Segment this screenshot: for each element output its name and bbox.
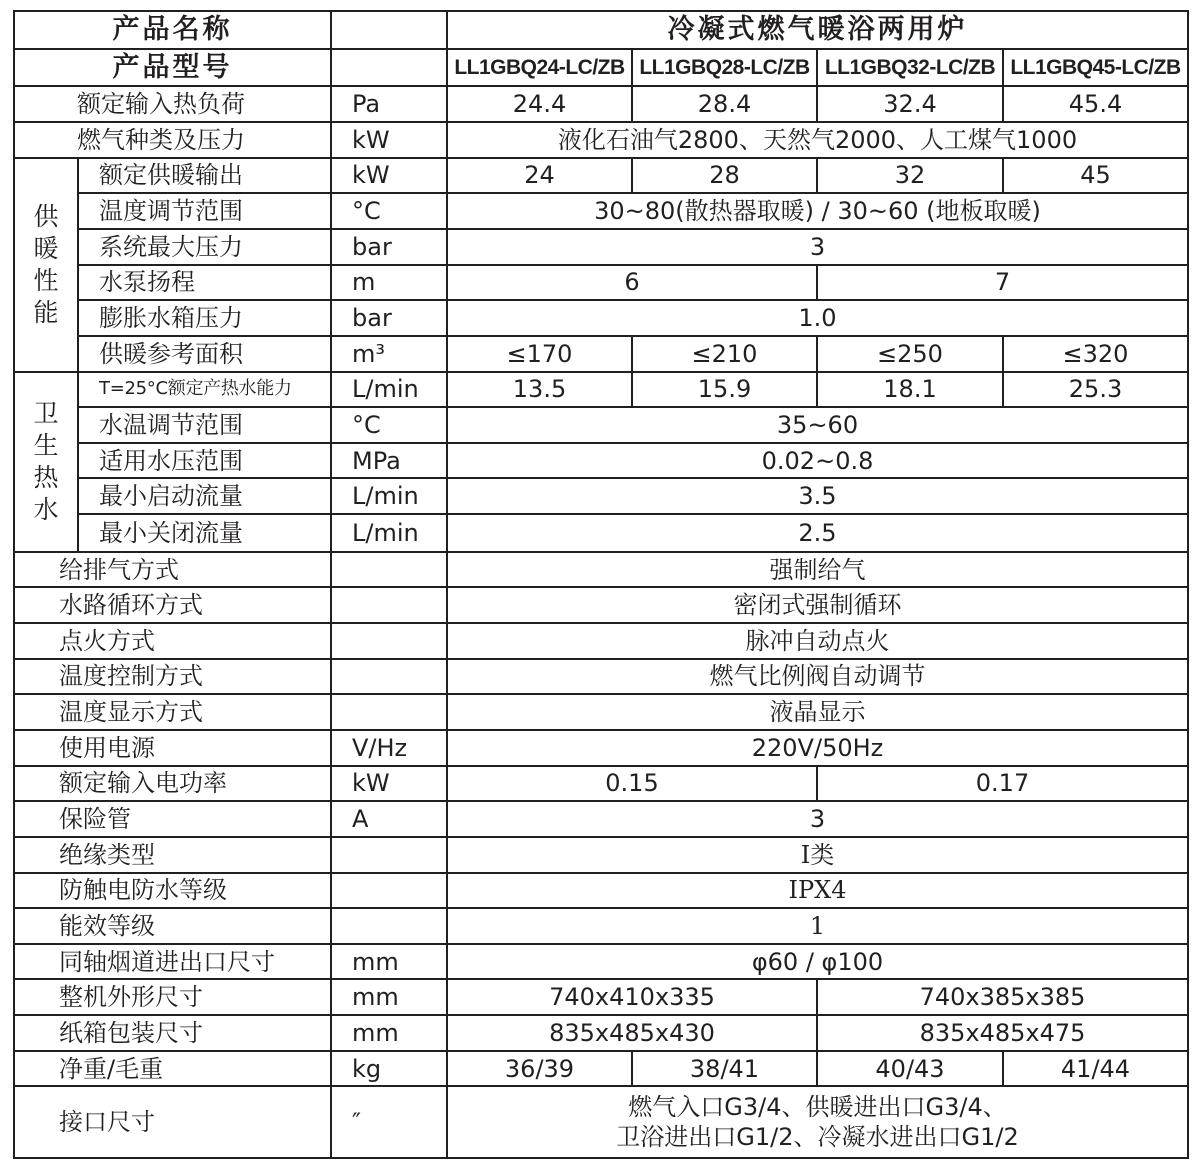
product-name-unit-cell bbox=[331, 11, 447, 49]
row-label: 能效等级 bbox=[14, 908, 331, 944]
product-model-unit-cell bbox=[331, 49, 447, 87]
ignition-row bbox=[14, 623, 1188, 659]
row-unit: MPa bbox=[331, 443, 447, 479]
connections-line: 卫浴进出口G1/2、冷凝水进出口G1/2 bbox=[616, 1123, 1019, 1152]
value-cell: 2.5 bbox=[447, 514, 1188, 552]
row-unit: V/Hz bbox=[331, 730, 447, 766]
heating-rated-output-row bbox=[14, 158, 1188, 194]
row-unit: kg bbox=[331, 1051, 447, 1087]
product-model-label: 产品型号 bbox=[14, 49, 331, 87]
value-cell: 3.5 bbox=[447, 478, 1188, 514]
value-cell: 45 bbox=[1003, 158, 1188, 194]
row-unit: A bbox=[331, 801, 447, 837]
row-label: 额定输入热负荷 bbox=[14, 86, 331, 122]
value-cell: 835x485x430 bbox=[447, 1015, 817, 1051]
value-cell: 45.4 bbox=[1003, 86, 1188, 122]
row-unit: ″ bbox=[331, 1086, 447, 1158]
value-cell: 740x385x385 bbox=[817, 979, 1188, 1015]
row-unit: kW bbox=[331, 766, 447, 802]
heating-ref-area-row bbox=[14, 336, 1188, 372]
value-cell: 液化石油气2800、天然气2000、人工煤气1000 bbox=[447, 122, 1188, 158]
row-label: 水泵扬程 bbox=[78, 265, 331, 301]
model-cell: LL1GBQ32-LC/ZB bbox=[817, 49, 1003, 87]
row-label: 纸箱包装尺寸 bbox=[14, 1015, 331, 1051]
row-unit bbox=[331, 873, 447, 909]
row-unit bbox=[331, 623, 447, 659]
temp-control-row bbox=[14, 659, 1188, 695]
value-cell: 24 bbox=[447, 158, 632, 194]
value-cell: 13.5 bbox=[447, 372, 632, 408]
value-cell: 3 bbox=[447, 801, 1188, 837]
row-label: 温度调节范围 bbox=[78, 193, 331, 229]
row-label: 燃气种类及压力 bbox=[14, 122, 331, 158]
gas-type-row bbox=[14, 122, 1188, 158]
efficiency-row bbox=[14, 908, 1188, 944]
value-cell: 28 bbox=[632, 158, 817, 194]
hot-water-min-start-row bbox=[14, 478, 1188, 514]
value-cell: ≤250 bbox=[817, 336, 1003, 372]
value-cell: 25.3 bbox=[1003, 372, 1188, 408]
value-cell: 740x410x335 bbox=[447, 979, 817, 1015]
row-unit: L/min bbox=[331, 514, 447, 552]
value-cell: 燃气比例阀自动调节 bbox=[447, 659, 1188, 695]
row-unit: L/min bbox=[331, 478, 447, 514]
heating-group-label: 供暖性能 bbox=[14, 158, 78, 372]
value-cell: 0.17 bbox=[817, 766, 1188, 802]
value-cell: 835x485x475 bbox=[817, 1015, 1188, 1051]
row-label: 同轴烟道进出口尺寸 bbox=[14, 944, 331, 980]
water-circuit-row bbox=[14, 587, 1188, 623]
value-cell: 220V/50Hz bbox=[447, 730, 1188, 766]
model-cell: LL1GBQ24-LC/ZB bbox=[447, 49, 632, 87]
hot-water-group-label: 卫生热水 bbox=[14, 372, 78, 552]
rated-heat-input-row bbox=[14, 86, 1188, 122]
row-label: 系统最大压力 bbox=[78, 229, 331, 265]
row-unit bbox=[331, 659, 447, 695]
value-cell: 18.1 bbox=[817, 372, 1003, 408]
value-cell: 密闭式强制循环 bbox=[447, 587, 1188, 623]
row-label: 给排气方式 bbox=[14, 552, 331, 588]
row-label: 保险管 bbox=[14, 801, 331, 837]
row-label: 最小关闭流量 bbox=[78, 514, 331, 552]
spec-table bbox=[13, 10, 1189, 1159]
value-cell: 6 bbox=[447, 265, 817, 301]
row-unit: mm bbox=[331, 979, 447, 1015]
row-unit: Pa bbox=[331, 86, 447, 122]
row-label: 使用电源 bbox=[14, 730, 331, 766]
row-label: T=25°C额定产热水能力 bbox=[78, 372, 331, 408]
row-label: 水路循环方式 bbox=[14, 587, 331, 623]
value-cell: ≤170 bbox=[447, 336, 632, 372]
row-label: 温度显示方式 bbox=[14, 694, 331, 730]
row-unit: °C bbox=[331, 193, 447, 229]
row-unit bbox=[331, 587, 447, 623]
waterproof-row bbox=[14, 873, 1188, 909]
product-name-row bbox=[14, 11, 1188, 49]
value-cell: 40/43 bbox=[817, 1051, 1003, 1087]
value-cell: I类 bbox=[447, 837, 1188, 873]
row-label: 适用水压范围 bbox=[78, 443, 331, 479]
row-unit bbox=[331, 837, 447, 873]
value-cell: 0.15 bbox=[447, 766, 817, 802]
row-label: 接口尺寸 bbox=[14, 1086, 331, 1158]
connections-line: 燃气入口G3/4、供暖进出口G3/4、 bbox=[628, 1093, 1007, 1122]
row-label: 水温调节范围 bbox=[78, 407, 331, 443]
heating-expansion-tank-row bbox=[14, 300, 1188, 336]
value-cell: 1.0 bbox=[447, 300, 1188, 336]
model-cell: LL1GBQ45-LC/ZB bbox=[1003, 49, 1188, 87]
value-cell: 28.4 bbox=[632, 86, 817, 122]
row-unit bbox=[331, 908, 447, 944]
value-cell: 3 bbox=[447, 229, 1188, 265]
hot-water-temp-range-row bbox=[14, 407, 1188, 443]
row-unit: kW bbox=[331, 158, 447, 194]
row-label: 供暖参考面积 bbox=[78, 336, 331, 372]
row-unit: kW bbox=[331, 122, 447, 158]
row-label: 点火方式 bbox=[14, 623, 331, 659]
flue-row bbox=[14, 944, 1188, 980]
model-cell: LL1GBQ28-LC/ZB bbox=[632, 49, 817, 87]
row-unit: L/min bbox=[331, 372, 447, 408]
row-label: 额定供暖输出 bbox=[78, 158, 331, 194]
row-label: 膨胀水箱压力 bbox=[78, 300, 331, 336]
row-unit: bar bbox=[331, 300, 447, 336]
value-cell: 41/44 bbox=[1003, 1051, 1188, 1087]
value-cell: ≤320 bbox=[1003, 336, 1188, 372]
row-label: 最小启动流量 bbox=[78, 478, 331, 514]
heating-max-pressure-row bbox=[14, 229, 1188, 265]
connections-row bbox=[14, 1086, 1188, 1158]
row-unit: mm bbox=[331, 944, 447, 980]
row-unit bbox=[331, 694, 447, 730]
row-unit bbox=[331, 552, 447, 588]
value-cell: φ60 / φ100 bbox=[447, 944, 1188, 980]
row-unit: m bbox=[331, 265, 447, 301]
fuse-row bbox=[14, 801, 1188, 837]
row-label: 防触电防水等级 bbox=[14, 873, 331, 909]
row-label: 净重/毛重 bbox=[14, 1051, 331, 1087]
value-cell: 0.02~0.8 bbox=[447, 443, 1188, 479]
row-unit: bar bbox=[331, 229, 447, 265]
value-cell: 30~80(散热器取暖) / 30~60 (地板取暖) bbox=[447, 193, 1188, 229]
exhaust-row bbox=[14, 552, 1188, 588]
value-cell: 15.9 bbox=[632, 372, 817, 408]
value-cell: 38/41 bbox=[632, 1051, 817, 1087]
connections-value bbox=[447, 1086, 1188, 1158]
temp-display-row bbox=[14, 694, 1188, 730]
value-cell: 1 bbox=[447, 908, 1188, 944]
value-cell: 脉冲自动点火 bbox=[447, 623, 1188, 659]
product-model-row bbox=[14, 49, 1188, 87]
heating-pump-head-row bbox=[14, 265, 1188, 301]
value-cell: ≤210 bbox=[632, 336, 817, 372]
value-cell: 液晶显示 bbox=[447, 694, 1188, 730]
row-unit: mm bbox=[331, 1015, 447, 1051]
row-unit: m³ bbox=[331, 336, 447, 372]
row-label: 温度控制方式 bbox=[14, 659, 331, 695]
heating-temp-range-row bbox=[14, 193, 1188, 229]
row-unit: °C bbox=[331, 407, 447, 443]
value-cell: IPX4 bbox=[447, 873, 1188, 909]
value-cell: 7 bbox=[817, 265, 1188, 301]
row-label: 整机外形尺寸 bbox=[14, 979, 331, 1015]
value-cell: 35~60 bbox=[447, 407, 1188, 443]
value-cell: 32 bbox=[817, 158, 1003, 194]
row-label: 额定输入电功率 bbox=[14, 766, 331, 802]
package-row bbox=[14, 1015, 1188, 1051]
row-label: 绝缘类型 bbox=[14, 837, 331, 873]
hot-water-pressure-row bbox=[14, 443, 1188, 479]
hot-water-capacity-row bbox=[14, 372, 1188, 408]
weight-row bbox=[14, 1051, 1188, 1087]
value-cell: 强制给气 bbox=[447, 552, 1188, 588]
value-cell: 36/39 bbox=[447, 1051, 632, 1087]
electric-power-row bbox=[14, 766, 1188, 802]
value-cell: 32.4 bbox=[817, 86, 1003, 122]
value-cell: 24.4 bbox=[447, 86, 632, 122]
product-name-value: 冷凝式燃气暖浴两用炉 bbox=[447, 11, 1188, 49]
hot-water-min-stop-row bbox=[14, 514, 1188, 552]
insulation-row bbox=[14, 837, 1188, 873]
power-supply-row bbox=[14, 730, 1188, 766]
dimensions-row bbox=[14, 979, 1188, 1015]
product-name-label: 产品名称 bbox=[14, 11, 331, 49]
